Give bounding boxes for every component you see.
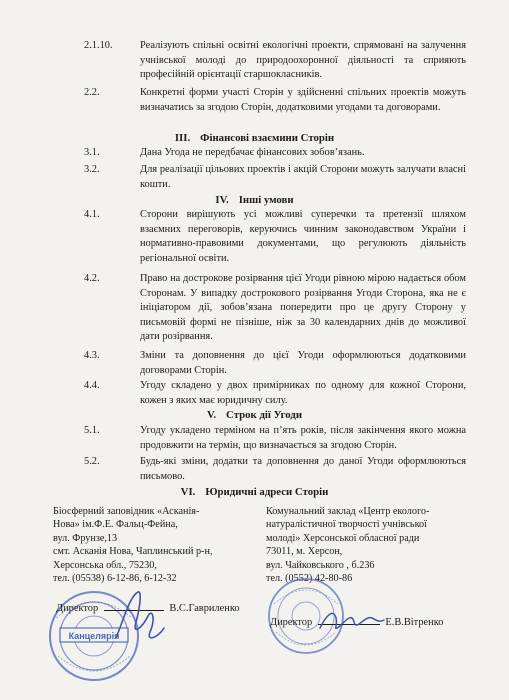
- clause-text: Реалізують спільні освітні екологічні проекти, спрямовані на залучення учнівської молоді до природоохоронної діяльності та сприяють професійній орієнтації старшокласників.: [140, 40, 466, 81]
- address-line: вул. Чайковського , б.236: [266, 559, 375, 571]
- party-left-address: [53, 505, 212, 585]
- clause-4-2: [84, 272, 466, 345]
- party-right-address: [266, 505, 429, 585]
- address-line: Комунальний заклад «Центр еколого-: [266, 506, 430, 517]
- signature-role: Директор: [270, 617, 313, 628]
- clause-text: Угоду укладено терміном на п’ять років, після закінчення якого можна продовжити на термін, що визначається за згодою Сторін.: [140, 425, 466, 451]
- section-heading-4: [0, 193, 509, 207]
- clause-number: 4.3.: [84, 350, 100, 361]
- clause-2-1-10: [84, 39, 466, 83]
- clause-text: Будь-які зміни, додатки та доповнення до даної Угоди оформлюються письмово.: [140, 456, 466, 482]
- clause-text: Зміни та доповнення до цієї Угоди оформлюються додатковими договорами Сторін.: [140, 350, 466, 376]
- clause-4-1: [84, 208, 466, 266]
- address-line: Херсонська обл., 75230,: [53, 559, 157, 571]
- address-line: Біосферний заповідник «Асканія-: [53, 506, 200, 517]
- address-line: натуралістичної творчості учнівської: [266, 519, 427, 531]
- clause-2-2: [84, 86, 466, 115]
- clause-number: 5.1.: [84, 425, 100, 436]
- clause-4-3: [84, 349, 466, 378]
- section-number: III.: [174, 132, 191, 144]
- section-number: V.: [206, 409, 217, 421]
- clause-5-2: [84, 455, 466, 484]
- section-title: Фінансові взаємини Сторін: [200, 132, 335, 144]
- clause-text: Для реалізації цільових проектів і акцій Сторони можуть залучати власні кошти.: [140, 164, 466, 190]
- address-line: Нова» ім.Ф.Е. Фальц-Фейна,: [53, 519, 178, 531]
- clause-number: 3.2.: [84, 164, 100, 175]
- clause-text: Конкретні форми участі Сторін у здійсненні спільних проектів можуть визначатись за згодою Сторін, додатковими угодами та договорами.: [140, 87, 466, 113]
- clause-text: Дана Угода не передбачає фінансових зобов’язань.: [140, 147, 365, 158]
- clause-number: 4.4.: [84, 380, 100, 391]
- section-number: IV.: [215, 194, 229, 206]
- clause-4-4: [84, 379, 466, 408]
- clause-text: Право на дострокове розірвання цієї Угоди рівною мірою надається обом Сторонам. У випадку дострокового розірвання Угоди Сторона, яка не є ініціатором дії, зобов’язана попередити про це другу Сторону у письмовій формі не пізніше, ніж за 30 календарних днів до можливої дати розірвання.: [140, 273, 466, 343]
- signature-name: В.С.Гавриленко: [169, 603, 240, 614]
- clause-number: 2.2.: [84, 87, 100, 98]
- section-number: VI.: [180, 486, 196, 498]
- clause-text: Угоду складено у двох примірниках по одному для кожної Сторони, кожен з яких має юридичну силу.: [140, 380, 466, 406]
- stamp-label: Канцелярія: [68, 631, 120, 641]
- section-heading-5: [0, 408, 509, 422]
- clause-number: 5.2.: [84, 456, 100, 467]
- address-line: тел. (05538) 6-12-86, 6-12-32: [53, 573, 177, 585]
- address-line: 73011, м. Херсон,: [266, 546, 343, 558]
- section-title: Строк дії Угоди: [226, 409, 303, 421]
- address-line: молоді» Херсонської обласної ради: [266, 532, 420, 544]
- clause-3-2: [84, 163, 466, 192]
- signature-name: Е.В.Вітренко: [385, 617, 444, 628]
- clause-number: 3.1.: [84, 147, 100, 158]
- address-line: тел. (0552) 42-80-86: [266, 573, 353, 585]
- address-line: вул. Фрунзе,13: [53, 532, 118, 544]
- clause-3-1: [84, 146, 466, 161]
- signature-role: Директор: [56, 603, 99, 614]
- clause-5-1: [84, 424, 466, 453]
- section-heading-3: [0, 131, 509, 145]
- section-heading-6: [0, 485, 509, 499]
- clause-number: 4.2.: [84, 273, 100, 284]
- section-title: Юридичні адреси Сторін: [205, 486, 329, 498]
- section-title: Інші умови: [238, 194, 294, 206]
- clause-text: Сторони вирішують усі можливі суперечки та претензії шляхом взаємних переговорів, керуючись чинним законодавством України і нормативно-правовими документами, що регулюють діяльність регіональної освіти.: [140, 209, 466, 264]
- address-line: смт. Асканія Нова, Чаплинський р-н,: [53, 546, 213, 558]
- handwritten-signature-right: [318, 606, 388, 636]
- clause-number: 2.1.10.: [84, 40, 113, 51]
- handwritten-signature-left: [112, 588, 168, 646]
- clause-number: 4.1.: [84, 209, 100, 220]
